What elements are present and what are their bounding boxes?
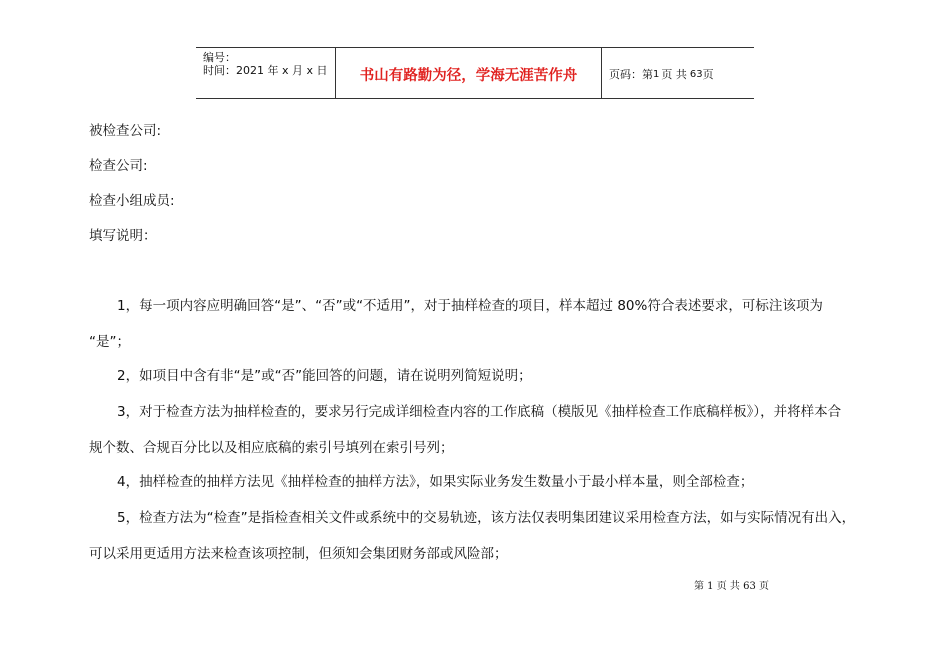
header-page-info [602,48,754,98]
instructions-label: 填写说明： [89,228,157,244]
header-meta-cell [196,48,336,98]
page-suffix: 页 [702,68,714,81]
inspection-team-label: 检查小组成员: [89,193,175,209]
instruction-item-1-line1: 1，每一项内容应明确回答“是”、“否”或“不适用”，对于抽样检查的项目，样本超过 80%符合表述要求，可标注该项为 [117,298,823,314]
inspecting-company-label: 检查公司: [89,158,148,174]
page-total: 63 [689,68,703,80]
inspected-company-label: 被检查公司: [89,123,162,139]
instruction-item-2 [89,368,889,384]
page-header [196,47,754,99]
page-footer: 第 1 页 共 63 页 [694,581,769,592]
instruction-item-2-line1: 2，如项目中含有非“是”或“否”能回答的问题，请在说明列简短说明； [117,368,532,384]
document-time-label: 时间：2021 年 x 月 x 日 [203,64,328,77]
instruction-item-3 [89,404,889,456]
page-current: 1 [653,68,660,80]
header-motto: 书山有路勤为径，学海无涯苦作舟 [336,48,602,98]
instruction-item-1 [89,298,889,350]
instruction-item-3-line1: 3，对于检查方法为抽样检查的，要求另行完成详细检查内容的工作底稿（模版见《抽样检查工作底稿样板》），并将样本合 [117,404,842,420]
page-prefix: 页码：第 [609,68,653,81]
instruction-item-5-line2: 可以采用更适用方法来检查该项控制，但须知会集团财务部或风险部； [89,546,508,562]
instruction-item-4 [89,474,889,490]
document-number-label: 编号： [203,51,236,64]
instruction-item-1-line2: “是”； [89,334,130,350]
instruction-item-4-line1: 4，抽样检查的抽样方法见《抽样检查的抽样方法》，如果实际业务发生数量小于最小样本量，则全部检查； [117,474,754,490]
instruction-item-5 [89,510,889,562]
instruction-item-3-line2: 规个数、合规百分比以及相应底稿的索引号填列在索引号列； [89,440,454,456]
page-mid: 页 共 [661,68,687,81]
instruction-item-5-line1: 5，检查方法为“检查”是指检查相关文件或系统中的交易轨迹，该方法仅表明集团建议采用检查方法，如与实际情况有出入， [117,510,856,526]
